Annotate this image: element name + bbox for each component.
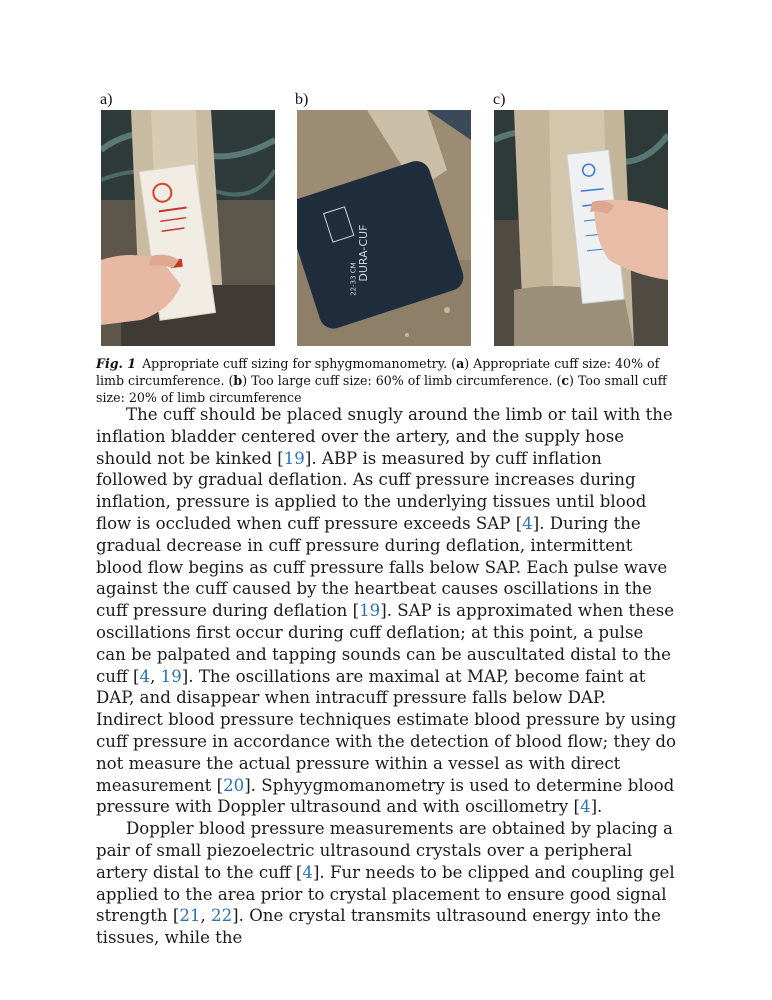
citation-link[interactable]: 19 [283, 448, 305, 468]
caption-key-b: b [233, 373, 243, 388]
caption-text: ) Too small cuff size: 20% of limb circumference [96, 373, 667, 405]
citation-link[interactable]: 19 [160, 666, 182, 686]
panel-label-c: c) [493, 91, 506, 108]
body-text [96, 404, 678, 949]
citation-link[interactable]: 4 [302, 862, 313, 882]
caption-text: ) Too large cuff size: 60% of limb circumference. ( [242, 373, 562, 388]
cuff-b-brand: DURA-CUF [356, 224, 370, 282]
figure-caption [96, 355, 678, 406]
paragraph-cuff-placement: The cuff should be placed snugly around the limb or tail with the inflation bladder centered over the artery, and the supply hose should not be kinked [19]. ABP is measured by cuff inflation followed by gradual deflation. As cuff pressure increases during inflation, pressure is applied to the underlying tissues until blood flow is occluded when cuff pressure exceeds SAP [4]. During the gradual decrease in cuff pressure during deflation, intermittent blood flow begins as cuff pressure falls below SAP. Each pulse wave against the cuff caused by the heartbeat causes oscillations in the cuff pressure during deflation [19]. SAP is approximated when these oscillations first occur during cuff deflation; at this point, a pulse can be palpated and tapping sounds can be auscultated distal to the cuff [4, 19]. The oscillations are maximal at MAP, become faint at DAP, and disappear when intracuff pressure falls below DAP. Indirect blood pressure techniques estimate blood pressure by using cuff pressure in accordance with the detection of blood flow; they do not measure the actual pressure within a vessel as with direct measurement [20]. Sphyygmomanometry is used to determine blood pressure with Doppler ultrasound and with oscillometry [4]. [96, 405, 677, 817]
caption-text: ) Appropriate cuff size: 40% of limb circumference. ( [96, 356, 660, 388]
cuff-appropriate-photo [101, 110, 275, 346]
citation-link[interactable]: 19 [359, 601, 381, 621]
panel-label-a: a) [100, 91, 113, 108]
paragraph-doppler: Doppler blood pressure measurements are obtained by placing a pair of small piezoelectric ultrasound crystals over a peripheral artery distal to the cuff [4]. Fur needs to be clipped and coupling gel applied to the area prior to crystal placement to ensure good signal strength [21, 22]. One crystal transmits ultrasound energy into the tissues, while the [96, 819, 675, 948]
figure-tag: Fig. 1 [96, 356, 137, 371]
citation-link[interactable]: 20 [223, 775, 245, 795]
citation-link[interactable]: 4 [139, 666, 151, 686]
cuff-too-small-photo [494, 110, 668, 346]
panel-label-b: b) [295, 91, 309, 108]
caption-text: Appropriate cuff sizing for sphygmomanometry. ( [142, 356, 457, 371]
caption-key-a: a [456, 356, 465, 371]
caption-key-c: c [561, 373, 570, 388]
cuff-too-large-photo [297, 110, 471, 346]
citation-link[interactable]: 22 [211, 906, 233, 926]
citation-link[interactable]: 4 [522, 513, 533, 533]
citation-link[interactable]: 4 [580, 797, 591, 817]
cuff-b-size: 22-33 CM [349, 262, 358, 296]
citation-link[interactable]: 21 [179, 906, 201, 926]
